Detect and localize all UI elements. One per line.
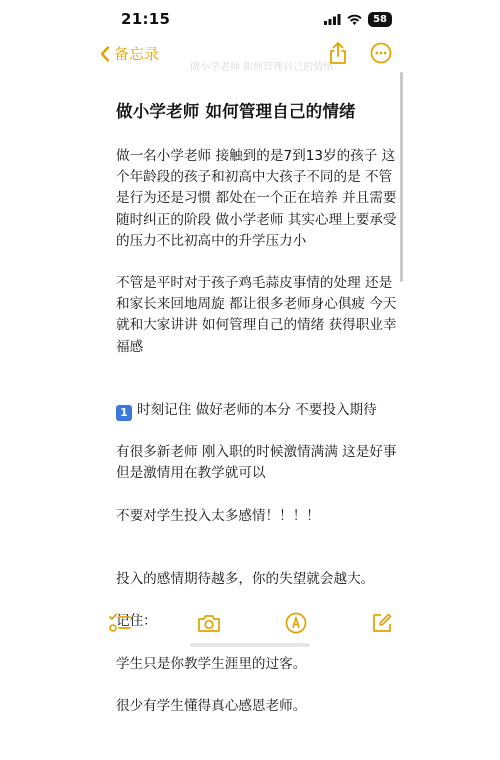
share-icon [328,41,348,65]
note-title: 做小学老师 如何管理自己的情绪 [116,102,356,121]
note-point-text: 时刻记住 做好老师的本分 不要投入期待 [137,402,377,419]
note-paragraph: 不管是平时对于孩子鸡毛蒜皮事情的处理 还是和家长来回地周旋 都让很多老师身心俱疲 今天就和大家讲讲 如何管理自己的情绪 获得职业幸福感 [116,275,397,355]
status-bar [0,0,500,38]
share-button[interactable] [328,41,348,69]
more-icon [370,42,392,64]
back-button-label: 备忘录 [114,45,160,63]
markup-pen-icon [285,612,307,634]
note-line: 投入的感情期待越多，你的失望就会越大。 [116,571,375,588]
cellular-signal-icon [324,14,341,25]
camera-button[interactable] [197,612,221,638]
compose-icon [371,612,393,634]
faded-nav-title: 做小学老师 如何管理自己的情绪 [190,62,334,73]
camera-icon [197,612,221,634]
note-point-heading [116,379,400,421]
battery-icon: 58 [368,12,392,27]
note-paragraph: 做一名小学老师 接触到的是7到13岁的孩子 这个年龄段的孩子和初高中大孩子不同的是 不管是行为还是习惯 都处在一个正在培养 并且需要随时纠正的阶段 做小学老师 其实心理上要承受的压力不比初高中的升学压力小 [116,148,397,249]
status-time: 21:15 [121,10,171,28]
status-icons [324,12,392,27]
home-indicator [190,643,310,647]
keycap-number-icon: 1 [116,405,132,421]
checklist-button[interactable] [108,612,132,638]
compose-button[interactable] [371,612,393,638]
bottom-toolbar [0,608,500,644]
checklist-icon [108,612,132,634]
note-body[interactable] [116,100,400,760]
more-button[interactable] [370,42,392,68]
scrollbar[interactable] [400,72,403,282]
chevron-left-icon [100,46,110,62]
note-line: 很少有学生懂得真心感恩老师。 [116,698,307,715]
note-paragraph: 不要对学生投入太多感情！！！！ [116,507,320,524]
back-button[interactable] [100,43,159,64]
note-line: 学生只是你教学生涯里的过客。 [116,655,307,672]
note-line: 记住： [116,613,157,630]
markup-button[interactable] [285,612,307,638]
wifi-icon [347,14,362,25]
note-paragraph: 有很多新老师 刚入职的时候激情满满 这是好事 但是激情用在教学就可以 [116,444,397,482]
nav-bar [0,38,500,72]
